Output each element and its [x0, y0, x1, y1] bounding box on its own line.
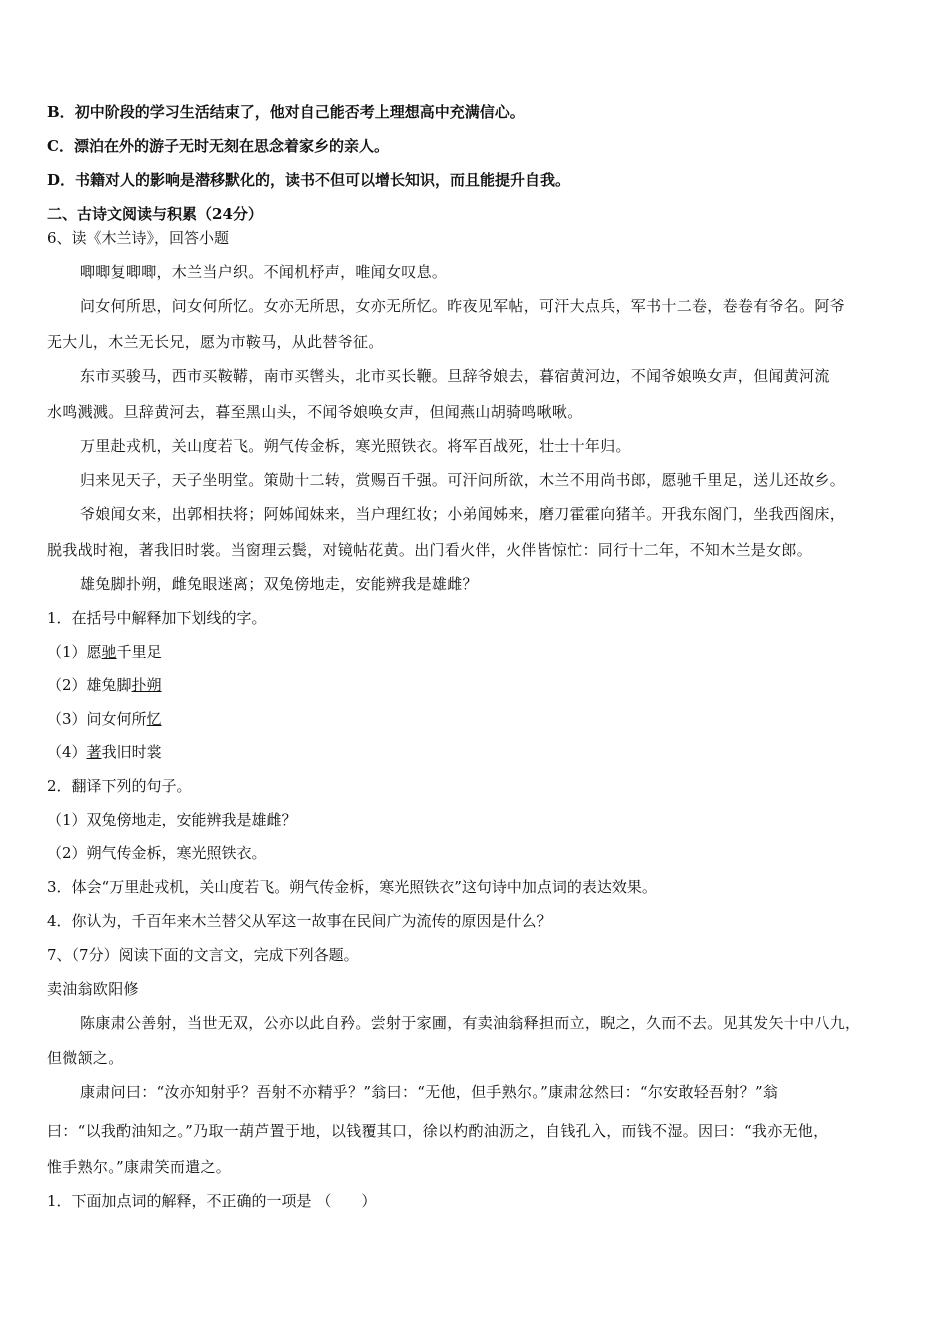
underlined-char: 著 — [86, 743, 102, 761]
question-6-2-item: （2）朔气传金柝，寒光照铁衣。 — [47, 844, 267, 862]
option-text: 初中阶段的学习生活结束了，他对自己能否考上理想高中充满信心。 — [74, 103, 525, 121]
option-b — [47, 102, 525, 122]
item-prefix: （3）问女何所 — [47, 710, 147, 728]
question-6-1-item — [47, 642, 162, 662]
question-7-intro: 7、（7分）阅读下面的文言文，完成下列各题。 — [47, 946, 359, 964]
underlined-char: 扑朔 — [131, 676, 162, 694]
question-6-1-stem: 1．在括号中解释加下划线的字。 — [47, 609, 267, 627]
passage-line: 康肃问曰：“汝亦知射乎？吾射不亦精乎？”翁曰：“无他，但手熟尔。”康肃忿然曰：“尔安敢轻吾射？”翁 — [80, 1083, 779, 1101]
poem-line: 雄兔脚扑朔，雌兔眼迷离；双兔傍地走，安能辨我是雄雌？ — [80, 575, 478, 593]
option-letter: B． — [47, 103, 75, 121]
underlined-char: 忆 — [146, 710, 162, 728]
section-heading: 二、古诗文阅读与积累（24分） — [47, 205, 263, 223]
option-letter: D． — [47, 171, 76, 189]
passage-line: 曰：“以我酌油知之。”乃取一葫芦置于地，以钱覆其口，徐以杓酌油沥之，自钱孔入，而钱不湿。因曰：“我亦无他， — [47, 1122, 829, 1140]
item-prefix: （4） — [47, 743, 87, 761]
passage-title: 卖油翁欧阳修 — [47, 980, 139, 998]
passage-line: 但微颔之。 — [47, 1049, 124, 1067]
passage-line: 陈康肃公善射，当世无双，公亦以此自矜。尝射于家圃，有卖油翁释担而立，睨之，久而不去。见其发矢十中八九， — [80, 1014, 861, 1032]
option-text: 书籍对人的影响是潜移默化的，读书不但可以增长知识，而且能提升自我。 — [75, 171, 571, 189]
question-6-1-item — [47, 742, 162, 762]
poem-line: 唧唧复唧唧，木兰当户织。不闻机杼声，唯闻女叹息。 — [80, 263, 448, 281]
poem-line: 万里赴戎机，关山度若飞。朔气传金柝，寒光照铁衣。将军百战死，壮士十年归。 — [80, 437, 631, 455]
underlined-char: 驰 — [101, 643, 117, 661]
item-suffix: 千里足 — [116, 643, 162, 661]
poem-line: 爷娘闻女来，出郭相扶将；阿姊闻妹来，当户理红妆；小弟闻姊来，磨刀霍霍向猪羊。开我东阁门，坐我西阁床， — [80, 505, 846, 523]
item-prefix: （2）雄兔脚 — [47, 676, 132, 694]
question-6-2-stem: 2．翻译下列的句子。 — [47, 777, 192, 795]
question-6-1-item — [47, 675, 162, 695]
poem-line: 归来见天子，天子坐明堂。策勋十二转，赏赐百千强。可汗问所欲，木兰不用尚书郎，愿驰千里足，送儿还故乡。 — [80, 471, 846, 489]
item-suffix: 我旧时裳 — [101, 743, 162, 761]
poem-line: 无大儿，木兰无长兄，愿为市鞍马，从此替爷征。 — [47, 333, 384, 351]
option-text: 漂泊在外的游子无时无刻在思念着家乡的亲人。 — [73, 137, 389, 155]
poem-line: 脱我战时袍，著我旧时裳。当窗理云鬓，对镜帖花黄。出门看火伴，火伴皆惊忙：同行十二年，不知木兰是女郎。 — [47, 541, 813, 559]
question-6-2-item: （1）双兔傍地走，安能辨我是雄雌？ — [47, 811, 297, 829]
question-6-4: 4．你认为，千百年来木兰替父从军这一故事在民间广为流传的原因是什么？ — [47, 912, 552, 930]
question-7-1: 1．下面加点词的解释，不正确的一项是 （ ） — [47, 1192, 377, 1210]
item-prefix: （1）愿 — [47, 643, 102, 661]
option-d — [47, 170, 570, 190]
question-6-intro: 6、读《木兰诗》，回答小题 — [47, 229, 230, 247]
option-c — [47, 136, 389, 156]
poem-line: 问女何所思，问女何所忆。女亦无所思，女亦无所忆。昨夜见军帖，可汗大点兵，军书十二卷，卷卷有爷名。阿爷 — [80, 297, 846, 315]
question-6-1-item — [47, 709, 162, 729]
passage-line: 惟手熟尔。”康肃笑而遣之。 — [47, 1158, 232, 1176]
option-letter: C． — [47, 137, 74, 155]
question-6-3: 3．体会“万里赴戎机，关山度若飞。朔气传金柝，寒光照铁衣”这句诗中加点词的表达效果。 — [47, 878, 657, 896]
poem-line: 水鸣溅溅。旦辞黄河去，暮至黑山头，不闻爷娘唤女声，但闻燕山胡骑鸣啾啾。 — [47, 403, 583, 421]
poem-line: 东市买骏马，西市买鞍鞯，南市买辔头，北市买长鞭。旦辞爷娘去，暮宿黄河边，不闻爷娘唤女声，但闻黄河流 — [80, 367, 830, 385]
